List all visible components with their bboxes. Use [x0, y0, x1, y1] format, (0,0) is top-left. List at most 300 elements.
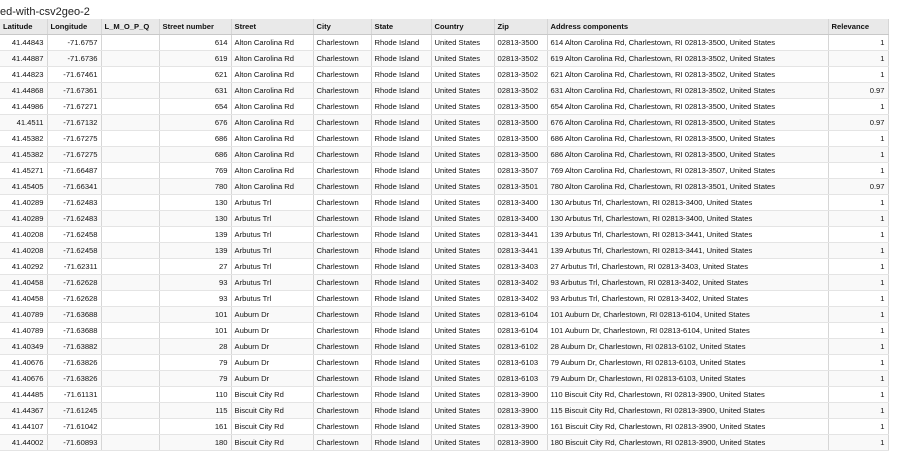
table-cell[interactable]: 110 — [159, 387, 231, 403]
table-cell[interactable]: Alton Carolina Rd — [231, 131, 313, 147]
table-cell[interactable]: Rhode Island — [371, 339, 431, 355]
table-cell[interactable]: Rhode Island — [371, 147, 431, 163]
table-cell[interactable]: 0.97 — [828, 179, 888, 195]
table-cell[interactable]: 614 Alton Carolina Rd, Charlestown, RI 02813-3500, United States — [547, 35, 828, 51]
table-cell[interactable]: 1 — [828, 227, 888, 243]
table-cell[interactable]: United States — [431, 83, 494, 99]
table-cell[interactable]: 93 — [159, 291, 231, 307]
table-cell[interactable]: 93 — [159, 275, 231, 291]
table-cell[interactable]: 02813-3900 — [494, 419, 547, 435]
table-row[interactable] — [0, 227, 888, 243]
table-cell[interactable]: 41.40208 — [0, 243, 47, 259]
table-cell[interactable]: 139 — [159, 243, 231, 259]
table-cell[interactable]: Charlestown — [313, 291, 371, 307]
table-cell[interactable]: Rhode Island — [371, 35, 431, 51]
table-cell[interactable]: United States — [431, 35, 494, 51]
table-cell[interactable]: 41.40789 — [0, 323, 47, 339]
table-cell[interactable]: 02813-3403 — [494, 259, 547, 275]
table-cell[interactable]: 79 Auburn Dr, Charlestown, RI 02813-6103, United States — [547, 355, 828, 371]
column-header[interactable]: Zip — [494, 19, 547, 35]
table-cell[interactable]: 02813-3500 — [494, 115, 547, 131]
table-cell[interactable]: Charlestown — [313, 419, 371, 435]
table-cell[interactable]: 79 Auburn Dr, Charlestown, RI 02813-6103, United States — [547, 371, 828, 387]
table-cell[interactable]: 02813-3500 — [494, 99, 547, 115]
table-cell[interactable]: 1 — [828, 147, 888, 163]
table-cell[interactable]: Auburn Dr — [231, 323, 313, 339]
table-cell[interactable]: 1 — [828, 163, 888, 179]
table-cell[interactable]: Rhode Island — [371, 195, 431, 211]
table-cell[interactable]: Alton Carolina Rd — [231, 83, 313, 99]
table-cell[interactable] — [101, 35, 159, 51]
table-cell[interactable]: Charlestown — [313, 259, 371, 275]
table-cell[interactable]: 0.97 — [828, 83, 888, 99]
table-cell[interactable]: Rhode Island — [371, 211, 431, 227]
table-row[interactable] — [0, 99, 888, 115]
table-cell[interactable]: -71.61131 — [47, 387, 101, 403]
table-cell[interactable]: Rhode Island — [371, 99, 431, 115]
table-cell[interactable] — [101, 99, 159, 115]
table-row[interactable] — [0, 275, 888, 291]
table-cell[interactable]: -71.63688 — [47, 323, 101, 339]
table-cell[interactable]: Rhode Island — [371, 243, 431, 259]
table-cell[interactable]: Charlestown — [313, 227, 371, 243]
table-cell[interactable] — [101, 435, 159, 451]
table-cell[interactable]: Arbutus Trl — [231, 291, 313, 307]
table-cell[interactable]: Rhode Island — [371, 323, 431, 339]
table-cell[interactable]: United States — [431, 339, 494, 355]
table-cell[interactable]: -71.66341 — [47, 179, 101, 195]
table-cell[interactable]: 621 — [159, 67, 231, 83]
table-cell[interactable]: United States — [431, 291, 494, 307]
table-cell[interactable]: 02813-3402 — [494, 275, 547, 291]
table-cell[interactable]: United States — [431, 195, 494, 211]
table-cell[interactable]: United States — [431, 323, 494, 339]
table-cell[interactable]: -71.67461 — [47, 67, 101, 83]
table-cell[interactable] — [101, 115, 159, 131]
table-cell[interactable]: 93 Arbutus Trl, Charlestown, RI 02813-3402, United States — [547, 291, 828, 307]
table-cell[interactable]: 180 — [159, 435, 231, 451]
table-row[interactable] — [0, 211, 888, 227]
table-cell[interactable]: 41.40676 — [0, 355, 47, 371]
table-cell[interactable]: 614 — [159, 35, 231, 51]
table-cell[interactable]: 41.44823 — [0, 67, 47, 83]
table-cell[interactable]: 41.40458 — [0, 275, 47, 291]
table-cell[interactable]: Rhode Island — [371, 355, 431, 371]
table-cell[interactable]: Biscuit City Rd — [231, 419, 313, 435]
column-header[interactable]: State — [371, 19, 431, 35]
table-cell[interactable]: Alton Carolina Rd — [231, 67, 313, 83]
table-cell[interactable]: 02813-3900 — [494, 403, 547, 419]
table-cell[interactable]: 41.4511 — [0, 115, 47, 131]
table-cell[interactable] — [101, 291, 159, 307]
table-cell[interactable] — [101, 51, 159, 67]
table-cell[interactable]: Rhode Island — [371, 419, 431, 435]
table-cell[interactable]: 27 Arbutus Trl, Charlestown, RI 02813-3403, United States — [547, 259, 828, 275]
table-cell[interactable]: 130 Arbutus Trl, Charlestown, RI 02813-3400, United States — [547, 211, 828, 227]
table-cell[interactable]: 161 — [159, 419, 231, 435]
table-cell[interactable]: 161 Biscuit City Rd, Charlestown, RI 02813-3900, United States — [547, 419, 828, 435]
table-row[interactable] — [0, 243, 888, 259]
table-cell[interactable]: 02813-6103 — [494, 371, 547, 387]
table-cell[interactable]: -71.61042 — [47, 419, 101, 435]
table-cell[interactable]: 02813-3507 — [494, 163, 547, 179]
table-cell[interactable]: 79 — [159, 371, 231, 387]
table-cell[interactable]: Charlestown — [313, 99, 371, 115]
table-cell[interactable]: Auburn Dr — [231, 339, 313, 355]
table-cell[interactable]: 780 — [159, 179, 231, 195]
table-cell[interactable]: -71.62483 — [47, 211, 101, 227]
column-header[interactable]: L_M_O_P_Q — [101, 19, 159, 35]
table-cell[interactable] — [101, 211, 159, 227]
table-cell[interactable]: 769 Alton Carolina Rd, Charlestown, RI 02813-3507, United States — [547, 163, 828, 179]
table-cell[interactable]: 686 — [159, 131, 231, 147]
table-cell[interactable]: 41.44887 — [0, 51, 47, 67]
table-row[interactable] — [0, 195, 888, 211]
table-cell[interactable]: 1 — [828, 211, 888, 227]
table-cell[interactable]: 1 — [828, 67, 888, 83]
table-cell[interactable]: Charlestown — [313, 195, 371, 211]
table-cell[interactable]: 619 — [159, 51, 231, 67]
table-cell[interactable]: Biscuit City Rd — [231, 387, 313, 403]
table-cell[interactable]: -71.62458 — [47, 227, 101, 243]
table-cell[interactable]: Rhode Island — [371, 67, 431, 83]
table-row[interactable] — [0, 83, 888, 99]
table-cell[interactable]: 41.44843 — [0, 35, 47, 51]
table-cell[interactable]: Rhode Island — [371, 227, 431, 243]
table-row[interactable] — [0, 131, 888, 147]
table-cell[interactable]: 02813-3502 — [494, 51, 547, 67]
table-cell[interactable]: Rhode Island — [371, 387, 431, 403]
table-cell[interactable]: Charlestown — [313, 387, 371, 403]
table-cell[interactable]: 139 — [159, 227, 231, 243]
table-cell[interactable]: 41.40789 — [0, 307, 47, 323]
table-cell[interactable] — [101, 163, 159, 179]
table-cell[interactable]: Alton Carolina Rd — [231, 163, 313, 179]
table-cell[interactable] — [101, 339, 159, 355]
table-cell[interactable]: United States — [431, 243, 494, 259]
table-row[interactable] — [0, 147, 888, 163]
table-cell[interactable]: 110 Biscuit City Rd, Charlestown, RI 02813-3900, United States — [547, 387, 828, 403]
table-cell[interactable]: United States — [431, 147, 494, 163]
table-cell[interactable]: -71.62628 — [47, 291, 101, 307]
table-cell[interactable]: 686 — [159, 147, 231, 163]
table-cell[interactable]: Rhode Island — [371, 115, 431, 131]
table-cell[interactable]: Alton Carolina Rd — [231, 179, 313, 195]
table-cell[interactable]: 1 — [828, 339, 888, 355]
table-cell[interactable]: Arbutus Trl — [231, 227, 313, 243]
table-cell[interactable]: -71.62628 — [47, 275, 101, 291]
table-cell[interactable]: 79 — [159, 355, 231, 371]
table-cell[interactable]: 686 Alton Carolina Rd, Charlestown, RI 02813-3500, United States — [547, 147, 828, 163]
table-cell[interactable]: United States — [431, 211, 494, 227]
table-cell[interactable]: 41.45382 — [0, 147, 47, 163]
table-cell[interactable]: -71.61245 — [47, 403, 101, 419]
table-cell[interactable]: 130 — [159, 211, 231, 227]
table-cell[interactable] — [101, 83, 159, 99]
table-cell[interactable]: 1 — [828, 323, 888, 339]
table-cell[interactable]: Charlestown — [313, 339, 371, 355]
table-cell[interactable]: 02813-3900 — [494, 387, 547, 403]
table-cell[interactable]: United States — [431, 259, 494, 275]
table-cell[interactable]: Biscuit City Rd — [231, 403, 313, 419]
table-cell[interactable]: Rhode Island — [371, 275, 431, 291]
table-cell[interactable]: 02813-6104 — [494, 323, 547, 339]
column-header[interactable]: Longitude — [47, 19, 101, 35]
table-cell[interactable]: 1 — [828, 371, 888, 387]
table-cell[interactable]: United States — [431, 131, 494, 147]
table-cell[interactable]: Auburn Dr — [231, 307, 313, 323]
table-cell[interactable]: Charlestown — [313, 83, 371, 99]
table-cell[interactable]: -71.66487 — [47, 163, 101, 179]
table-cell[interactable]: Alton Carolina Rd — [231, 147, 313, 163]
table-cell[interactable]: 101 Auburn Dr, Charlestown, RI 02813-6104, United States — [547, 307, 828, 323]
table-cell[interactable]: Charlestown — [313, 403, 371, 419]
table-row[interactable] — [0, 339, 888, 355]
table-row[interactable] — [0, 435, 888, 451]
table-cell[interactable]: 686 Alton Carolina Rd, Charlestown, RI 02813-3500, United States — [547, 131, 828, 147]
table-cell[interactable]: Charlestown — [313, 307, 371, 323]
table-cell[interactable]: Rhode Island — [371, 371, 431, 387]
table-cell[interactable]: 1 — [828, 307, 888, 323]
table-cell[interactable]: United States — [431, 99, 494, 115]
table-cell[interactable]: 41.40292 — [0, 259, 47, 275]
table-cell[interactable]: 1 — [828, 275, 888, 291]
table-cell[interactable] — [101, 243, 159, 259]
table-cell[interactable]: 139 Arbutus Trl, Charlestown, RI 02813-3441, United States — [547, 227, 828, 243]
table-cell[interactable]: 0.97 — [828, 115, 888, 131]
column-header[interactable]: Street number — [159, 19, 231, 35]
table-cell[interactable]: Charlestown — [313, 355, 371, 371]
table-cell[interactable]: Arbutus Trl — [231, 259, 313, 275]
table-cell[interactable]: -71.62458 — [47, 243, 101, 259]
table-cell[interactable]: Biscuit City Rd — [231, 435, 313, 451]
column-header[interactable]: City — [313, 19, 371, 35]
table-cell[interactable]: 02813-3400 — [494, 195, 547, 211]
table-cell[interactable]: 1 — [828, 435, 888, 451]
table-cell[interactable] — [101, 371, 159, 387]
table-cell[interactable]: Rhode Island — [371, 83, 431, 99]
table-cell[interactable]: United States — [431, 419, 494, 435]
table-cell[interactable]: 1 — [828, 387, 888, 403]
table-cell[interactable]: -71.62311 — [47, 259, 101, 275]
table-row[interactable] — [0, 307, 888, 323]
table-cell[interactable]: Charlestown — [313, 211, 371, 227]
table-cell[interactable]: Rhode Island — [371, 131, 431, 147]
table-cell[interactable]: -71.62483 — [47, 195, 101, 211]
table-cell[interactable]: 41.44868 — [0, 83, 47, 99]
table-cell[interactable]: -71.67275 — [47, 147, 101, 163]
column-header[interactable]: Relevance — [828, 19, 888, 35]
table-cell[interactable]: 1 — [828, 291, 888, 307]
table-cell[interactable]: 41.44107 — [0, 419, 47, 435]
table-row[interactable] — [0, 419, 888, 435]
table-cell[interactable]: 769 — [159, 163, 231, 179]
table-cell[interactable]: United States — [431, 355, 494, 371]
table-cell[interactable]: -71.60893 — [47, 435, 101, 451]
table-cell[interactable]: Rhode Island — [371, 51, 431, 67]
table-cell[interactable]: United States — [431, 387, 494, 403]
table-cell[interactable]: Charlestown — [313, 435, 371, 451]
table-cell[interactable]: 02813-3400 — [494, 211, 547, 227]
table-cell[interactable] — [101, 355, 159, 371]
table-cell[interactable]: 621 Alton Carolina Rd, Charlestown, RI 02813-3502, United States — [547, 67, 828, 83]
table-cell[interactable]: Charlestown — [313, 243, 371, 259]
table-cell[interactable]: United States — [431, 403, 494, 419]
table-cell[interactable]: 101 — [159, 307, 231, 323]
table-row[interactable] — [0, 51, 888, 67]
table-cell[interactable]: -71.6736 — [47, 51, 101, 67]
table-row[interactable] — [0, 291, 888, 307]
table-cell[interactable]: 101 Auburn Dr, Charlestown, RI 02813-6104, United States — [547, 323, 828, 339]
table-cell[interactable]: 41.40289 — [0, 195, 47, 211]
table-cell[interactable]: -71.67275 — [47, 131, 101, 147]
table-cell[interactable]: Alton Carolina Rd — [231, 35, 313, 51]
table-cell[interactable]: -71.6757 — [47, 35, 101, 51]
table-cell[interactable]: Charlestown — [313, 371, 371, 387]
table-cell[interactable]: Rhode Island — [371, 163, 431, 179]
table-row[interactable] — [0, 67, 888, 83]
table-cell[interactable] — [101, 259, 159, 275]
table-cell[interactable]: Arbutus Trl — [231, 195, 313, 211]
table-cell[interactable]: Charlestown — [313, 115, 371, 131]
table-cell[interactable]: 631 — [159, 83, 231, 99]
table-cell[interactable]: -71.63826 — [47, 355, 101, 371]
table-cell[interactable] — [101, 275, 159, 291]
table-cell[interactable] — [101, 179, 159, 195]
table-cell[interactable]: 02813-3500 — [494, 131, 547, 147]
table-cell[interactable]: 115 Biscuit City Rd, Charlestown, RI 02813-3900, United States — [547, 403, 828, 419]
table-cell[interactable]: Rhode Island — [371, 259, 431, 275]
table-cell[interactable]: Charlestown — [313, 51, 371, 67]
table-cell[interactable]: 02813-3500 — [494, 147, 547, 163]
table-cell[interactable]: 02813-3402 — [494, 291, 547, 307]
table-cell[interactable]: 115 — [159, 403, 231, 419]
table-cell[interactable]: United States — [431, 179, 494, 195]
table-cell[interactable]: 1 — [828, 355, 888, 371]
table-row[interactable] — [0, 115, 888, 131]
table-cell[interactable]: 02813-3502 — [494, 67, 547, 83]
table-cell[interactable]: 41.40349 — [0, 339, 47, 355]
table-cell[interactable]: 654 Alton Carolina Rd, Charlestown, RI 02813-3500, United States — [547, 99, 828, 115]
table-cell[interactable]: 1 — [828, 51, 888, 67]
column-header[interactable]: Latitude — [0, 19, 47, 35]
table-cell[interactable]: 02813-3900 — [494, 435, 547, 451]
table-cell[interactable]: 1 — [828, 195, 888, 211]
table-cell[interactable]: -71.63688 — [47, 307, 101, 323]
table-cell[interactable] — [101, 403, 159, 419]
table-cell[interactable]: 631 Alton Carolina Rd, Charlestown, RI 02813-3502, United States — [547, 83, 828, 99]
table-cell[interactable]: 676 Alton Carolina Rd, Charlestown, RI 02813-3500, United States — [547, 115, 828, 131]
table-cell[interactable]: 02813-3502 — [494, 83, 547, 99]
table-row[interactable] — [0, 371, 888, 387]
table-cell[interactable]: Rhode Island — [371, 307, 431, 323]
table-cell[interactable] — [101, 195, 159, 211]
table-cell[interactable]: Rhode Island — [371, 435, 431, 451]
table-row[interactable] — [0, 403, 888, 419]
table-cell[interactable]: 93 Arbutus Trl, Charlestown, RI 02813-3402, United States — [547, 275, 828, 291]
table-row[interactable] — [0, 259, 888, 275]
table-cell[interactable]: Alton Carolina Rd — [231, 51, 313, 67]
table-cell[interactable]: -71.67361 — [47, 83, 101, 99]
table-cell[interactable]: 180 Biscuit City Rd, Charlestown, RI 02813-3900, United States — [547, 435, 828, 451]
table-cell[interactable]: 02813-6102 — [494, 339, 547, 355]
table-cell[interactable]: 28 — [159, 339, 231, 355]
table-cell[interactable]: 02813-3500 — [494, 35, 547, 51]
table-cell[interactable]: Auburn Dr — [231, 355, 313, 371]
table-cell[interactable]: 41.40289 — [0, 211, 47, 227]
table-cell[interactable]: Charlestown — [313, 67, 371, 83]
table-cell[interactable]: 1 — [828, 403, 888, 419]
table-cell[interactable]: 41.45271 — [0, 163, 47, 179]
table-cell[interactable]: Arbutus Trl — [231, 211, 313, 227]
table-cell[interactable]: -71.63826 — [47, 371, 101, 387]
table-cell[interactable]: 101 — [159, 323, 231, 339]
table-cell[interactable]: United States — [431, 163, 494, 179]
table-cell[interactable]: 1 — [828, 259, 888, 275]
table-row[interactable] — [0, 355, 888, 371]
table-cell[interactable]: 28 Auburn Dr, Charlestown, RI 02813-6102, United States — [547, 339, 828, 355]
table-cell[interactable] — [101, 387, 159, 403]
table-cell[interactable]: Auburn Dr — [231, 371, 313, 387]
table-cell[interactable]: 41.40676 — [0, 371, 47, 387]
table-cell[interactable]: United States — [431, 227, 494, 243]
table-cell[interactable]: 41.44367 — [0, 403, 47, 419]
table-cell[interactable]: 02813-6103 — [494, 355, 547, 371]
table-cell[interactable]: United States — [431, 435, 494, 451]
table-cell[interactable]: 41.40208 — [0, 227, 47, 243]
column-header[interactable]: Country — [431, 19, 494, 35]
table-cell[interactable] — [101, 419, 159, 435]
table-cell[interactable]: 1 — [828, 243, 888, 259]
table-cell[interactable]: United States — [431, 115, 494, 131]
table-cell[interactable]: Alton Carolina Rd — [231, 115, 313, 131]
column-header[interactable]: Street — [231, 19, 313, 35]
table-cell[interactable]: Rhode Island — [371, 179, 431, 195]
table-row[interactable] — [0, 35, 888, 51]
table-cell[interactable]: 619 Alton Carolina Rd, Charlestown, RI 02813-3502, United States — [547, 51, 828, 67]
table-cell[interactable]: Charlestown — [313, 323, 371, 339]
table-cell[interactable]: 1 — [828, 35, 888, 51]
table-cell[interactable] — [101, 67, 159, 83]
table-cell[interactable]: United States — [431, 51, 494, 67]
table-cell[interactable] — [101, 307, 159, 323]
table-cell[interactable]: 130 Arbutus Trl, Charlestown, RI 02813-3400, United States — [547, 195, 828, 211]
table-cell[interactable]: 02813-3501 — [494, 179, 547, 195]
table-cell[interactable]: -71.67271 — [47, 99, 101, 115]
table-cell[interactable]: United States — [431, 371, 494, 387]
table-cell[interactable]: United States — [431, 67, 494, 83]
table-cell[interactable]: 1 — [828, 419, 888, 435]
table-cell[interactable] — [101, 131, 159, 147]
table-cell[interactable]: Arbutus Trl — [231, 243, 313, 259]
table-cell[interactable]: Arbutus Trl — [231, 275, 313, 291]
table-row[interactable] — [0, 179, 888, 195]
table-cell[interactable]: 41.44485 — [0, 387, 47, 403]
table-cell[interactable]: Alton Carolina Rd — [231, 99, 313, 115]
table-cell[interactable]: Charlestown — [313, 275, 371, 291]
table-cell[interactable]: 41.44002 — [0, 435, 47, 451]
table-cell[interactable]: 139 Arbutus Trl, Charlestown, RI 02813-3441, United States — [547, 243, 828, 259]
table-row[interactable] — [0, 323, 888, 339]
table-row[interactable] — [0, 163, 888, 179]
table-cell[interactable]: United States — [431, 275, 494, 291]
table-cell[interactable]: 654 — [159, 99, 231, 115]
table-cell[interactable]: Charlestown — [313, 131, 371, 147]
table-cell[interactable]: 41.40458 — [0, 291, 47, 307]
table-cell[interactable]: 27 — [159, 259, 231, 275]
table-cell[interactable] — [101, 227, 159, 243]
table-cell[interactable]: -71.67132 — [47, 115, 101, 131]
